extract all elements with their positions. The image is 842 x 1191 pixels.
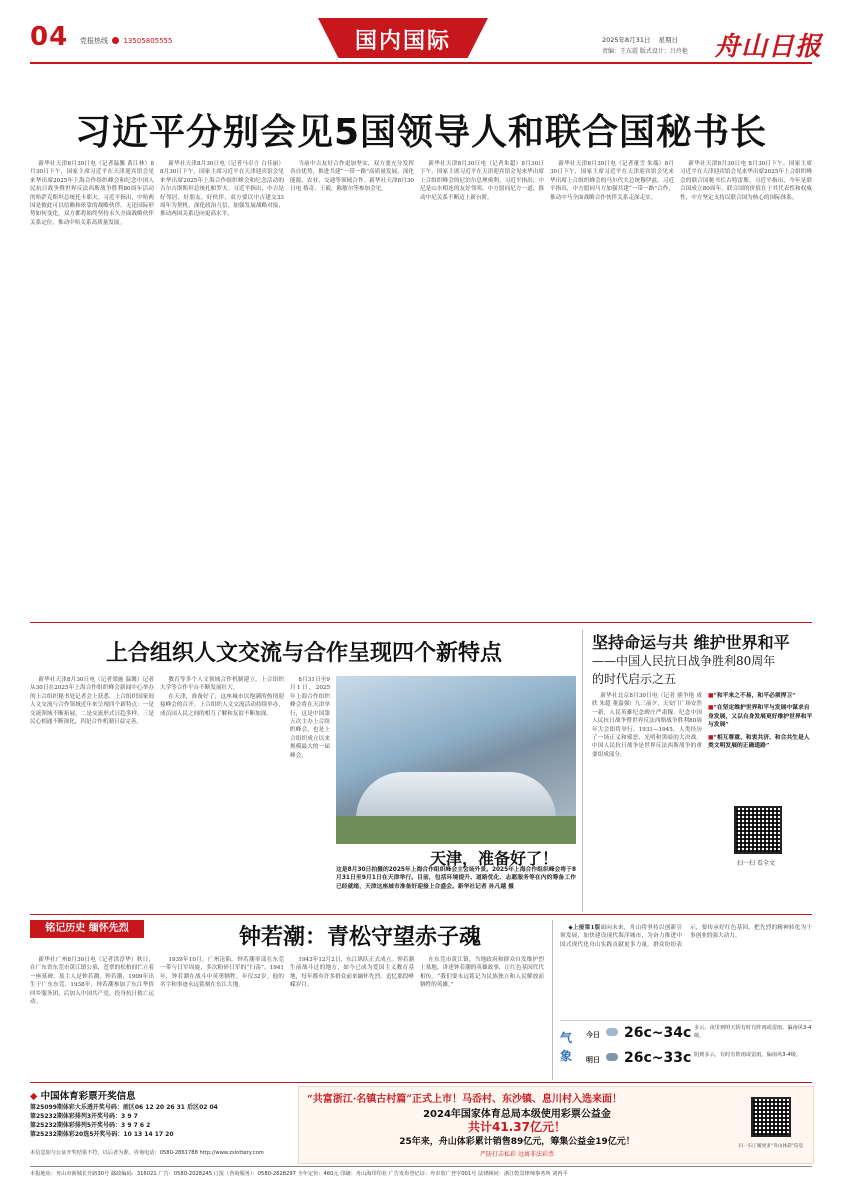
culture-bottom-rule [30,914,812,915]
ad-headline-3: 共计41.37亿元！ [468,1120,566,1134]
slogan-3: ■“相互尊重、和衷共济、和合共生是人类文明发展的正确道路” [708,734,810,750]
hotline-number: 13505805555 [123,37,173,45]
rain-icon [606,1053,618,1061]
anniversary-qr-caption: 扫一扫 看全文 [737,860,775,867]
anniversary-body: 新华社北京8月30日电（记者 熊争艳 成欣 朱超 董嘉强）九三前夕，天安门广场安然一新，人民英雄纪念碑庄严肃穆。纪念中国人民抗日战争暨世界反法西斯战争胜利80周年大会即将举行。1931—1945，人类经历了一场正义和邪恶、光明和黑暗的大决战。中国人民抗日战争是世界反法西斯战争的重要组成部分。 [592,693,702,758]
continued-label: ◆上接第1版 [568,925,601,931]
lottery-result-1: 第25099期体彩大乐透开奖号码：前区06 12 20 26 31 后区02 04 [30,1104,218,1111]
today-temp: 26c~34c [624,1025,692,1041]
hotline [80,36,172,46]
memorial-label: 铭记历史 缅怀先烈 [30,920,144,938]
lead-col-2: 新华社天津8月30日电（记者马卓言 白佳丽）8月30日下午，国家主席习近平在天津迎宾馆会见来华出席2025年上海合作组织峰会和纪念活动的吉尔吉斯斯坦总统扎帕罗夫。习近平指出，中吉是好邻居、好朋友、好伙伴，双方要以中吉建交33周年为契机，深化政治互信，加强发展战略对接，推动两国关系迈向更高水平。 [160,161,284,218]
phone-icon [112,37,119,44]
page-number: 04 [30,22,69,52]
memorial-col-1: 新华社广州8月30日电（记者洪淳华）秋日，在广东省东莞市黄江镇公墓，苍翠的松柏间伫立着一座墓碑，墓主人是钟若潮。钟若潮，1909年出生于广东东莞。1938年，钟若潮参加了东江华侨回乡服务团，后加入中国共产党，投身抗日救亡运动。 [30,957,154,1006]
lottery-title: ◆ 中国体育彩票开奖信息 [30,1091,136,1102]
hotline-label: 党报热线 [80,37,108,45]
culture-headline: 上合组织人文交流与合作呈现四个新特点 [105,641,502,666]
culture-col-2: 教育等多个人文领域合作机制建立。上合组织大学等合作平台不断发展壮大。 在天津，准备好了，这座城市以饱满的热情迎接峰会的召开。上合组织人文交流活动持续举办，成员国人民之间的相互了解和友谊不断加深。 [160,677,284,717]
ad-slogan: 严防打击私彩 远离非法彩票 [480,1151,554,1158]
editors: 责编：王东霞 版式设计：吕玲艳 [602,48,688,55]
date: 2025年8月31日 [602,36,651,44]
lottery-icon: ◆ [30,1091,38,1102]
tomorrow-desc: 阴到多云，有时有阵雨或雷雨。偏南风3-4级。 [694,1052,802,1058]
culture-divider [582,630,583,912]
lottery-box [30,1088,292,1160]
footer-rule [30,1166,812,1167]
footer-info: 本报地址：舟山市新城长升路30号 邮政编码：316021 广告：0580-2028245 订报（咨询服务）：0580-2828297 全年定价：460元 印刷：舟山海印印业 广告发布登记证：舟市监广登字001号 法律顾问：浙江乾景律师事务所 刘再平 [30,1171,568,1177]
venue-photo [336,676,576,844]
lead-headline: 习近平分别会见5国领导人和联合国秘书长 [74,112,768,153]
lead-col-4: 新华社天津8月30日电（记者朱超）8月30日下午，国家主席习近平在天津迎宾馆会见来华出席上合组织峰会的尼泊尔总理奥利。习近平指出，中尼是山水相连的友好邻邦，中方愿同尼方一道，推动中尼关系不断迈上新台阶。 [420,161,544,201]
anniversary-slogans [708,692,814,750]
ad-headline-4: 25年来，舟山体彩累计销售89亿元，筹集公益金19亿元！ [399,1137,635,1147]
continued-article: ◆上接第1版面向未来，舟山将坚持以创新引领发展，加快建设现代海洋城市，为奋力推进中国式现代化舟山实践贡献更多力量。群众纷纷表示，要传承好红色基因，把先烈的精神转化为干事创业的强大动力。 [560,925,812,948]
slogan-2: ■“在坚定维护世界和平与发展中谋求自身发展，又以自身发展更好维护世界和平与发展” [708,705,813,729]
lottery-result-4: 第25232期体彩20选5开奖号码：10 13 14 17 20 [30,1131,174,1138]
today-desc: 多云。夜里到明天阴有时有阵雨或雷雨。偏南风3-4级。 [694,1025,812,1039]
lead-col-6: 新华社天津8月30日电 8月30日下午，国家主席习近平在天津迎宾馆会见来华出席2025年上合组织峰会的联合国秘书长古特雷斯。习近平指出，今年是联合国成立80周年。联合国的价值在于其代表性和权威性，中方坚定支持以联合国为核心的国际体系。 [680,161,812,201]
venue-lawn [336,816,576,844]
ad-headline-1: “共富浙江·名镇古村篇”正式上市！马岙村、东沙镇、息川村入选来面！ [307,1094,622,1105]
lead-col-5: 新华社天津8月30日电（记者董雪 朱瑞）8月30日下午，国家主席习近平在天津迎宾馆会见来华出席上合组织峰会的马尔代夫总统穆伊兹。习近平指出，中方愿同马方加强共建“一带一路”合作，推动中马全面战略合作伙伴关系走深走实。 [550,161,674,201]
header-rule [30,62,812,64]
cloud-icon [606,1028,618,1036]
lead-bottom-rule [30,622,812,623]
venue-building [356,772,556,822]
lottery-result-2: 第25232期体彩排列3开奖号码：3 9 7 [30,1113,138,1120]
lead-col-3: 当前中吉友好合作更加坚实，双方要充分发挥各自优势，推进共建“一带一路”高质量发展，深化能源、农业、交通等领域合作。新华社天津8月30日电 蔡奇、王毅、陈敏尔等参加会见。 [290,161,414,193]
photo-caption: 这是8月30日拍摄的2025年上海合作组织峰会主会场外景。2025年上海合作组织峰会将于8月31日至9月1日在天津举行。目前，包括环境提升、道路优化、志愿服务等在内的筹备工作已经就绪，天津这座城市准备好迎接上合盛会。新华社记者 孙凡越 摄 [336,867,576,890]
today-label: 今日 [586,1031,600,1039]
tomorrow-label: 明日 [586,1056,600,1064]
ad-headline-2: 2024年国家体育总局本级使用彩票公益金 [423,1109,611,1120]
lead-col-1: 新华社天津8月30日电（记者温馨 黄江林）8月30日下午，国家主席习近平在天津迎宾馆会见来华出席2025年上海合作组织峰会和纪念中国人民抗日战争暨世界反法西斯战争胜利80周年活动的哈萨克斯坦总统托卡耶夫。习近平指出，中哈两国是彼此可以信赖和依靠的战略伙伴。无论国际形势如何变化，双方都将始终坚持永久全面战略伙伴关系定位，推动中哈关系高质量发展。 [30,161,154,226]
weather-label: 气象 [560,1031,573,1063]
anniversary-headline-2: ——中国人民抗日战争胜利80周年 [592,654,776,668]
anniversary-qr-code[interactable] [734,806,782,854]
tomorrow-temp: 26c~33c [624,1050,692,1066]
weather-box [560,1020,812,1077]
anniversary-headline-3: 的时代启示之五 [592,672,677,686]
lottery-result-3: 第25232期体彩排列5开奖号码：3 9 7 6 2 [30,1122,151,1129]
lottery-results [30,1103,292,1139]
memorial-bottom-rule [30,1082,812,1083]
memorial-col-3: 1943年12月2日，东江纵队正式成立。钟若潮生前战斗过的地方，如今已成为爱国主义教育基地，每年都有许多群众前来缅怀先烈，追忆那段峥嵘岁月。 [290,957,414,989]
weekday: 星期日 [658,36,679,44]
slogan-1: ■“和平来之不易，和平必须捍卫” [708,693,796,699]
culture-col-1: 新华社天津8月30日电（记者梁施 温馨）记者从30日在2025年上海合作组织峰会新闻中心举办的上合组织秘书处记者会上获悉，上合组织国家间人文交流与合作领域近年来呈现四个新特点：一是交流领域不断拓展，二是交流形式日趋多样，三是民心相通不断深化，四是合作机制日益完善。 [30,677,154,726]
ad-qr-code[interactable] [751,1097,791,1137]
newspaper-logo: 舟山日报 [714,32,823,62]
lottery-disclaimer: 本信息如与公证开奖结果不符，以后者为准。咨询电话：0580-2861788 http://www.zslottery.com [30,1150,264,1156]
ad-qr-caption: 扫一扫了解更多“舟山体彩”信息 [738,1144,804,1149]
lottery-ad [298,1086,814,1164]
culture-col-3: 8月31日至9月1日，2025年上海合作组织峰会将在天津举行，这是中国第五次主办上合组织峰会，也是上合组织成立以来规模最大的一届峰会。 [290,677,330,759]
page-header [18,18,824,68]
photo-title: 天津，准备好了！ [430,849,559,868]
section-title: 国内国际 [354,29,451,54]
memorial-headline: 钟若潮：青松守望赤子魂 [238,925,481,950]
anniversary-headline-1: 坚持命运与共 维护世界和平 [592,633,790,652]
memorial-col-2: 1939年10月，广州沦陷。钟若潮率部在东莞一带与日军周旋，多次粉碎日军的“扫荡”。1941年，钟若潮在战斗中英勇牺牲，年仅32岁。他的名字和事迹永远铭刻在东江大地。 [160,957,284,989]
issue-date [602,35,678,44]
memorial-col-4: 在东莞市黄江镇，当地政府和群众自发维护烈士墓地，讲述钟若潮的英雄故事，让红色基因代代相传。“我们要永远铭记为民族独立和人民解放而牺牲的英雄。” [420,957,544,989]
memorial-divider [552,920,553,1080]
